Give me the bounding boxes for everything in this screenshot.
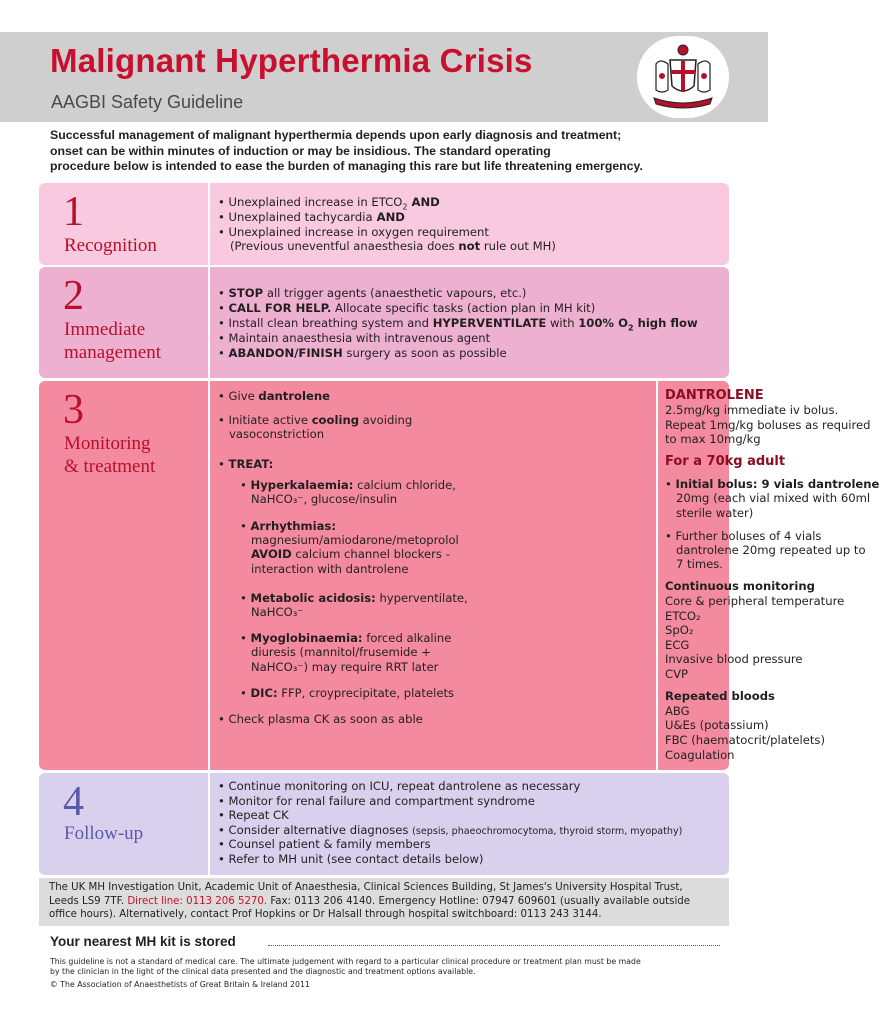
sub-bullet-continuation: NaHCO₃⁻ bbox=[251, 605, 304, 619]
bullet-item: • Give dantrolene bbox=[218, 389, 330, 403]
intro-line: procedure below is intended to ease the burden of managing this rare but life threatening emergency. bbox=[50, 159, 643, 173]
bullet-item: • Unexplained increase in $ETCO_2$ AND bbox=[218, 195, 440, 212]
bullet-continuation: dantrolene 20mg repeated up to bbox=[676, 543, 866, 557]
sub-bullet-continuation: NaHCO₃⁻, glucose/insulin bbox=[251, 492, 398, 506]
dose-line: to max 10mg/kg bbox=[665, 432, 761, 446]
sub-bullet-continuation: diuresis (mannitol/frusemide + bbox=[251, 645, 431, 659]
section-label-cell bbox=[39, 381, 208, 770]
bullet-item: • Unexplained tachycardia AND bbox=[218, 210, 405, 224]
bullet-continuation: vasoconstriction bbox=[229, 427, 325, 441]
sub-bullet-continuation: AVOID calcium channel blockers - bbox=[251, 547, 450, 561]
page-subtitle: AAGBI Safety Guideline bbox=[51, 92, 244, 112]
section-title: Immediate bbox=[64, 319, 146, 340]
adult-heading: For a 70kg adult bbox=[665, 454, 786, 469]
monitoring-item: Core & peripheral temperature bbox=[665, 594, 845, 608]
section-label-cell bbox=[39, 773, 208, 875]
crest-icon bbox=[650, 42, 716, 112]
bloods-item: Coagulation bbox=[665, 748, 735, 762]
sub-bullet-item: • Arrhythmias: bbox=[240, 519, 336, 533]
sub-bullet-item: • Hyperkalaemia: calcium chloride, bbox=[240, 478, 456, 492]
dantrolene-heading: DANTROLENE bbox=[665, 388, 764, 403]
sub-bullet-item: • DIC: FFP, croyprecipitate, platelets bbox=[240, 686, 455, 700]
contact-line: Leeds LS9 7TF. Direct line: 0113 206 5270. Fax: 0113 206 4140. Emergency Hotline: 07947 609601 (usually available outside bbox=[49, 896, 691, 907]
bullet-item: • Continue monitoring on ICU, repeat dantrolene as necessary bbox=[218, 779, 581, 793]
column-divider bbox=[656, 381, 658, 770]
bullet-item: • Initial bolus: 9 vials dantrolene bbox=[665, 477, 879, 491]
bullet-item: • Repeat CK bbox=[218, 808, 289, 822]
section-title: Recognition bbox=[64, 235, 157, 256]
sub-bullet-item: • Myoglobinaemia: forced alkaline bbox=[240, 631, 452, 645]
monitoring-item: Invasive blood pressure bbox=[665, 652, 803, 666]
sub-bullet-continuation: NaHCO₃⁻) may require RRT later bbox=[251, 660, 439, 674]
section-recognition bbox=[39, 183, 729, 265]
section-immediate-management bbox=[39, 267, 729, 378]
bullet-item: • Monitor for renal failure and compartment syndrome bbox=[218, 794, 535, 808]
disclaimer-line: by the clinician in the light of the clinical data presented and the diagnostic and treatment options available. bbox=[50, 967, 476, 976]
copyright-line: © The Association of Anaesthetists of Great Britain & Ireland 2011 bbox=[50, 980, 310, 989]
monitoring-item: ECG bbox=[665, 638, 690, 652]
bullet-item: • TREAT: bbox=[218, 457, 274, 471]
contact-details-box bbox=[39, 878, 729, 926]
bullet-item: • ABANDON/FINISH surgery as soon as possible bbox=[218, 346, 507, 360]
disclaimer-line: This guideline is not a standard of medical care. The ultimate judgement with regard to a particular clinical procedure or treatment plan must be made bbox=[50, 957, 641, 966]
section-number: 3 bbox=[63, 387, 84, 433]
section-content-cell bbox=[210, 183, 729, 265]
section-title: Monitoring bbox=[64, 433, 151, 454]
section-label-cell bbox=[39, 183, 208, 265]
section-monitoring-treatment bbox=[39, 381, 879, 770]
bullet-item: • Install clean breathing system and HYPERVENTILATE with 100% $O_2$ high flow bbox=[218, 316, 698, 333]
section-title: & treatment bbox=[64, 456, 156, 477]
monitoring-item: ETCO₂ bbox=[665, 609, 701, 623]
bullet-continuation: 20mg (each vial mixed with 60ml bbox=[676, 491, 871, 505]
dose-line: 2.5mg/kg immediate iv bolus. bbox=[665, 403, 839, 417]
intro-line: onset can be within minutes of induction or may be insidious. The standard operating bbox=[50, 143, 551, 158]
bullet-item: • Check plasma CK as soon as able bbox=[218, 712, 423, 726]
section-content-cell bbox=[210, 773, 729, 875]
section-follow-up bbox=[39, 773, 729, 875]
bullet-item: • Initiate active cooling avoiding bbox=[218, 413, 413, 427]
continuous-monitoring-heading: Continuous monitoring bbox=[665, 579, 815, 593]
bullet-item: • Consider alternative diagnoses (sepsis, phaeochromocytoma, thyroid storm, myopathy) bbox=[218, 823, 683, 837]
bullet-item: • Maintain anaesthesia with intravenous agent bbox=[218, 331, 491, 345]
page-title: Malignant Hyperthermia Crisis bbox=[50, 42, 533, 79]
bullet-continuation: sterile water) bbox=[676, 506, 754, 520]
contact-line: The UK MH Investigation Unit, Academic Unit of Anaesthesia, Clinical Sciences Building, St James's University Hospital Trust, bbox=[49, 882, 683, 893]
intro-line: Successful management of malignant hyperthermia depends upon early diagnosis and treatment; bbox=[50, 128, 622, 142]
bloods-item: FBC (haematocrit/platelets) bbox=[665, 733, 825, 747]
monitoring-item: SpO₂ bbox=[665, 623, 694, 637]
bullet-item: • Further boluses of 4 vials bbox=[665, 529, 822, 543]
section-content-cell bbox=[210, 267, 729, 378]
bullet-item: • CALL FOR HELP. Allocate specific tasks (action plan in MH kit) bbox=[218, 301, 596, 315]
contact-line: office hours). Alternatively, contact Prof Hopkins or Dr Halsall through hospital switchboard: 0113 243 3144. bbox=[49, 909, 602, 920]
sub-bullet-continuation: magnesium/amiodarone/metoprolol bbox=[251, 533, 459, 547]
bullet-continuation: 7 times. bbox=[676, 557, 723, 571]
section-number: 1 bbox=[63, 189, 84, 235]
mh-kit-location-field[interactable] bbox=[268, 945, 720, 946]
section-title: Follow-up bbox=[64, 823, 144, 844]
section-title: management bbox=[64, 342, 162, 363]
section-number: 4 bbox=[63, 779, 84, 825]
section-label-cell bbox=[39, 267, 208, 378]
bullet-item: • Counsel patient & family members bbox=[218, 837, 431, 851]
bloods-item: ABG bbox=[665, 704, 690, 718]
sub-bullet-continuation: interaction with dantrolene bbox=[251, 562, 409, 576]
bloods-item: U&Es (potassium) bbox=[665, 718, 769, 732]
bullet-item: (Previous uneventful anaesthesia does not rule out MH) bbox=[230, 239, 556, 253]
dose-line: Repeat 1mg/kg boluses as required bbox=[665, 418, 871, 432]
mh-kit-location-label: Your nearest MH kit is stored bbox=[50, 934, 236, 949]
aagbi-crest bbox=[637, 36, 729, 118]
sub-bullet-item: • Metabolic acidosis: hyperventilate, bbox=[240, 591, 468, 605]
bullet-item: • Refer to MH unit (see contact details below) bbox=[218, 852, 484, 866]
bullet-item: • STOP all trigger agents (anaesthetic vapours, etc.) bbox=[218, 286, 527, 300]
monitoring-item: CVP bbox=[665, 667, 689, 681]
repeated-bloods-heading: Repeated bloods bbox=[665, 689, 775, 703]
section-number: 2 bbox=[63, 273, 84, 319]
intro-paragraph bbox=[50, 128, 730, 175]
bullet-item: • Unexplained increase in oxygen requirement bbox=[218, 225, 489, 239]
section-content-cell bbox=[210, 381, 879, 770]
